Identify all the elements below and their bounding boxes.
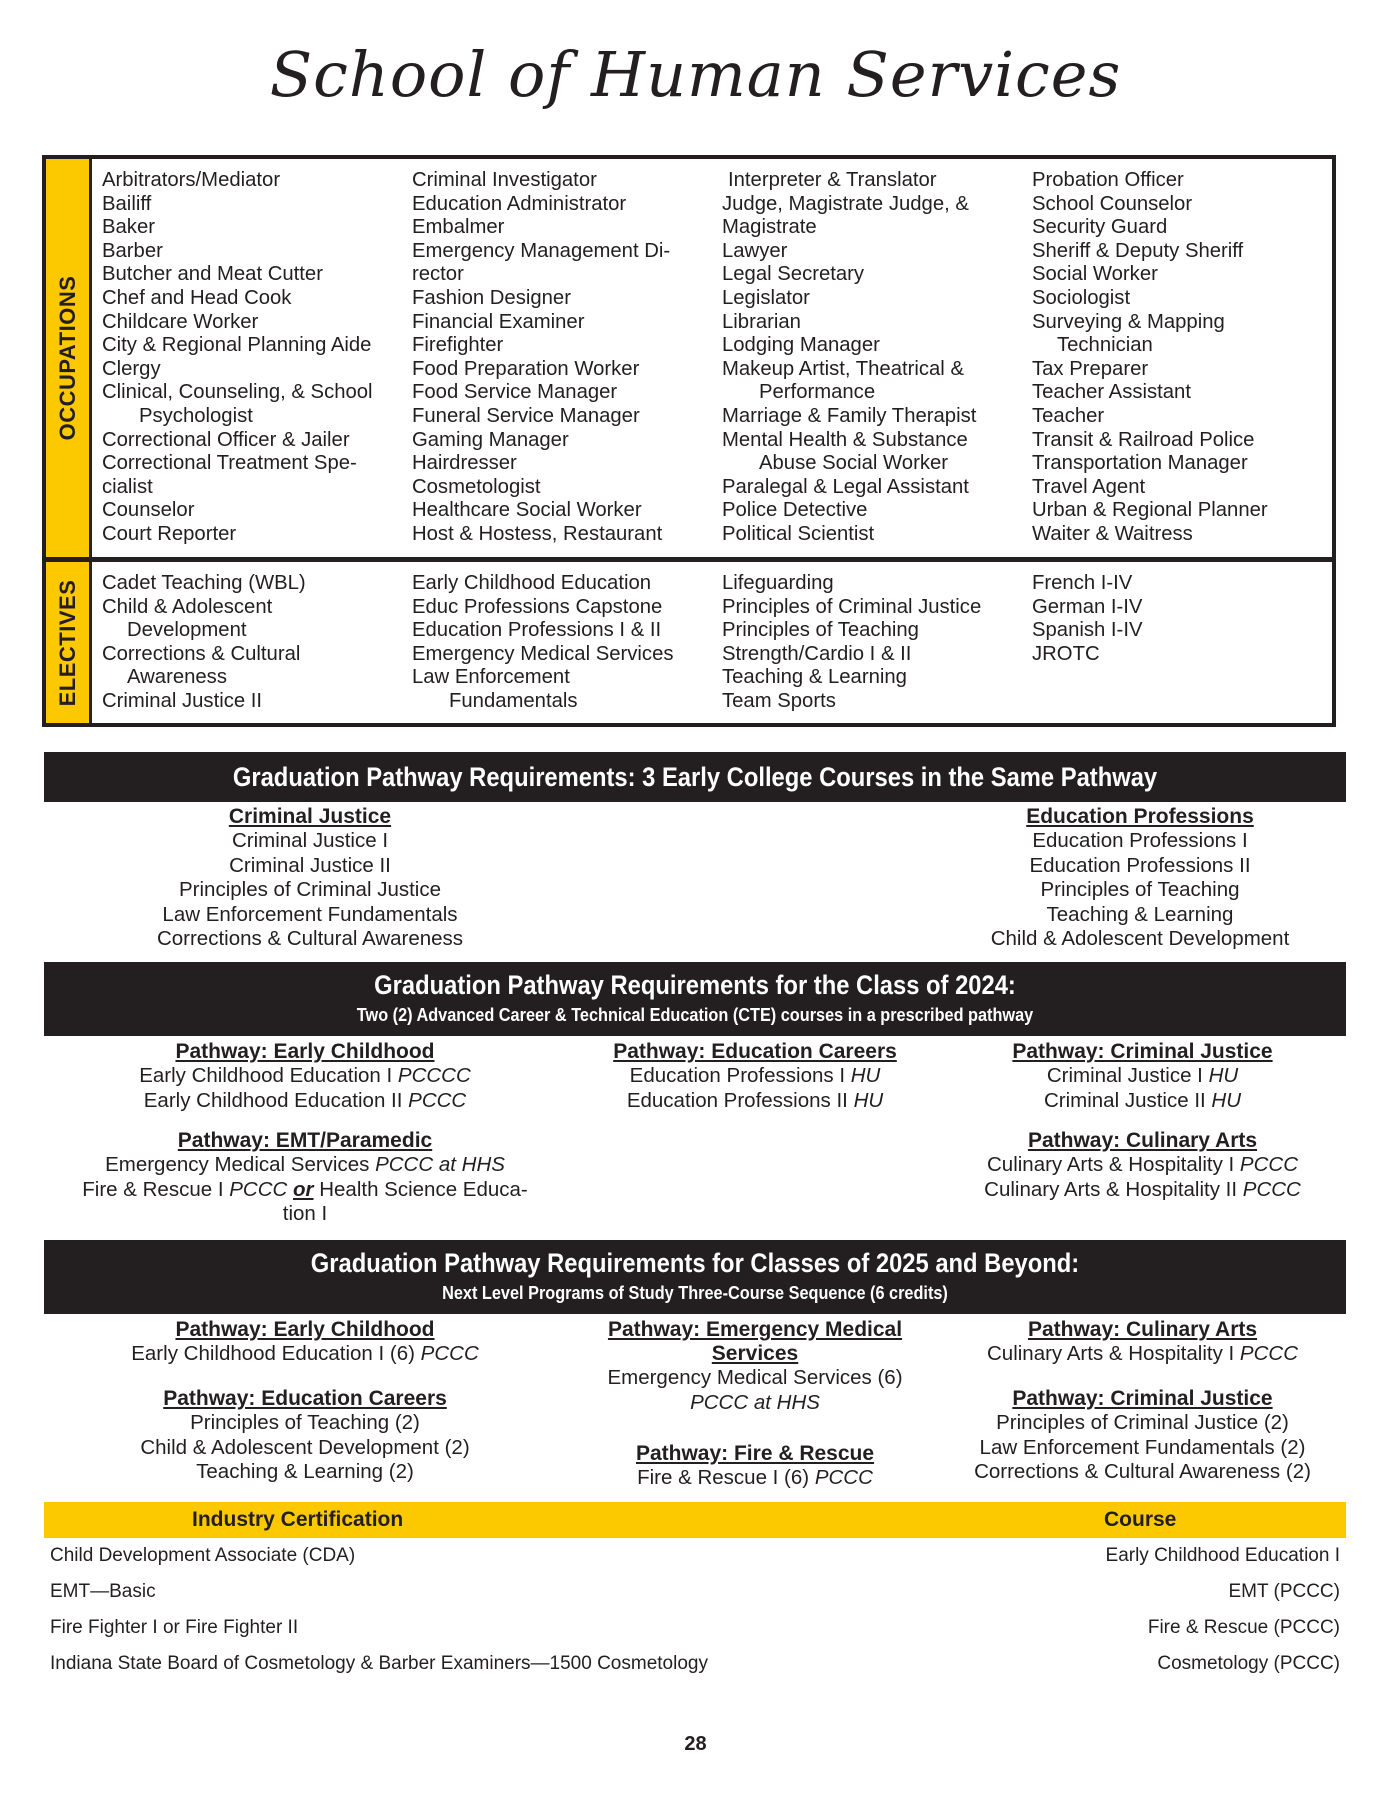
pathway-heading: Pathway: Criminal Justice [1012, 1040, 1273, 1063]
course-item [960, 1064, 1325, 1089]
occupation-column [722, 169, 1032, 547]
course-name: Health Science Educa- [313, 1177, 528, 1201]
elective-item: Child & Adolescent [102, 595, 273, 618]
occupation-item: Travel Agent [1032, 475, 1146, 498]
table-row [50, 1581, 1340, 1617]
elective-item: Fundamentals [449, 689, 578, 712]
pathway-early-childhood-2024 [60, 1040, 550, 1113]
occupation-item: Marriage & Family Therapist [722, 404, 977, 427]
occupation-item: Psychologist [139, 404, 253, 427]
or-emphasis: or [293, 1177, 314, 1201]
elective-column [1032, 572, 1342, 714]
pathway-criminal-justice-2025 [950, 1387, 1335, 1485]
course-item: Principles of Teaching [1040, 878, 1240, 901]
course-name: Culinary Arts & Hospitality II [984, 1177, 1243, 1201]
course-item: Emergency Medical Services (6) [607, 1366, 903, 1389]
course-item [555, 1064, 955, 1089]
elective-item: Lifeguarding [722, 572, 834, 594]
occupation-item: Transit & Railroad Police [1032, 428, 1255, 451]
occupation-item: Emergency Management Di- [412, 239, 671, 262]
course-item: Principles of Criminal Justice [178, 878, 442, 901]
course-item: tion I [282, 1202, 328, 1225]
pathway-education-careers-2024 [555, 1040, 955, 1113]
table-row [50, 1545, 1340, 1581]
course-name: Education Professions II [626, 1088, 854, 1112]
course-item [40, 1178, 570, 1203]
course-name: Criminal Justice II [1043, 1088, 1212, 1112]
occupation-item: Baker [102, 216, 155, 239]
occupation-item: Social Worker [1032, 263, 1158, 286]
course-cell: EMT (PCCC) [1228, 1581, 1340, 1602]
elective-column [102, 572, 412, 714]
occupation-item: Healthcare Social Worker [412, 499, 642, 522]
course-item: Criminal Justice II [229, 853, 391, 877]
occupation-item: Sheriff & Deputy Sheriff [1032, 239, 1244, 262]
course-item: Child & Adolescent Development (2) [140, 1435, 470, 1459]
course-item: Principles of Teaching (2) [190, 1411, 420, 1434]
certification-cell: Fire Fighter I or Fire Fighter II [50, 1617, 299, 1638]
occupation-item: Security Guard [1032, 216, 1168, 239]
occupation-item: Food Preparation Worker [412, 357, 640, 380]
pathway-heading: Pathway: Early Childhood [175, 1318, 435, 1341]
course-cell: Cosmetology (PCCC) [1157, 1653, 1340, 1674]
pathway-heading: Pathway: Emergency Medical [607, 1318, 903, 1341]
occupation-item: Education Administrator [412, 192, 627, 215]
occupation-item: Magistrate [722, 216, 817, 239]
certification-cell: EMT—Basic [50, 1581, 156, 1602]
course-name: Early Childhood Education II [143, 1088, 409, 1112]
electives-tab [46, 562, 92, 723]
occupation-item: cialist [102, 475, 153, 498]
course-tag: PCCC [1239, 1342, 1298, 1365]
course-item [960, 1153, 1325, 1178]
course-tag: PCCC [420, 1342, 479, 1365]
class-2024-subheader-text: Two (2) Advanced Career & Technical Education (CTE) courses in a prescribed pathway [356, 1004, 1034, 1025]
elective-item: French I-IV [1032, 572, 1133, 594]
table-row [50, 1617, 1340, 1653]
course-name: Culinary Arts & Hospitality I [986, 1342, 1240, 1365]
elective-item: Spanish I-IV [1032, 619, 1143, 642]
occupation-item: Police Detective [722, 499, 868, 522]
pathway-criminal-justice-2024 [960, 1040, 1325, 1113]
course-item [555, 1089, 955, 1114]
occupation-column [102, 169, 412, 547]
pathway-ems-2025 [560, 1318, 950, 1415]
occupation-item: Childcare Worker [102, 310, 259, 333]
elective-item: JROTC [1032, 642, 1100, 665]
occupations-label: OCCUPATIONS [54, 275, 80, 441]
pathway-early-childhood-2025 [60, 1318, 550, 1367]
pathway-culinary-2024 [960, 1129, 1325, 1202]
occupation-item: Surveying & Mapping [1032, 310, 1225, 333]
occupation-item: rector [412, 263, 464, 286]
course-item [960, 1089, 1325, 1114]
certification-cell: Indiana State Board of Cosmetology & Barber Examiners—1500 Cosmetology [50, 1653, 708, 1674]
course-tag: PCCC [408, 1088, 467, 1112]
course-tag: HU [850, 1064, 881, 1087]
occupation-item: Lawyer [722, 239, 788, 262]
elective-item: Corrections & Cultural [102, 642, 301, 665]
occupation-item: Legal Secretary [722, 263, 865, 286]
pathway-heading: Pathway: Culinary Arts [1027, 1318, 1258, 1341]
class-2025-header [44, 1240, 1346, 1314]
course-tag: HU [1208, 1064, 1239, 1087]
course-tag: PCCC at HHS [690, 1390, 820, 1414]
course-item [60, 1064, 550, 1089]
occupation-item: Transportation Manager [1032, 452, 1248, 475]
occupation-item: Chef and Head Cook [102, 286, 292, 309]
course-item: Teaching & Learning [1046, 902, 1234, 926]
occupation-item: Librarian [722, 310, 801, 333]
occupation-item: Technician [1057, 334, 1153, 357]
occupation-item: Waiter & Waitress [1032, 522, 1193, 545]
course-name: Fire & Rescue I (6) [637, 1466, 815, 1489]
occupations-list [102, 169, 1342, 547]
occupation-item: Urban & Regional Planner [1032, 499, 1268, 522]
pathway-heading: Pathway: EMT/Paramedic [177, 1129, 433, 1152]
elective-item: Early Childhood Education [412, 572, 652, 594]
elective-item: Educ Professions Capstone [412, 595, 663, 618]
certification-table-header [44, 1502, 1346, 1538]
course-tag: HU [1211, 1088, 1242, 1112]
page-number: 28 [684, 1733, 707, 1755]
elective-item: Principles of Criminal Justice [722, 595, 982, 618]
course-item [560, 1391, 950, 1416]
section-divider [46, 557, 1332, 562]
occupation-item: Probation Officer [1032, 169, 1184, 191]
early-college-header [44, 752, 1346, 802]
course-name: Culinary Arts & Hospitality I [986, 1153, 1240, 1176]
course-item: Teaching & Learning (2) [196, 1460, 414, 1483]
occupation-item: Fashion Designer [412, 286, 571, 309]
elective-item: German I-IV [1032, 595, 1143, 618]
occupation-item: Clergy [102, 357, 161, 380]
occupation-item: Mental Health & Substance [722, 428, 968, 451]
occupation-item: Gaming Manager [412, 428, 569, 451]
elective-item: Education Professions I & II [412, 619, 662, 642]
elective-item: Strength/Cardio I & II [722, 642, 912, 665]
elective-item: Team Sports [722, 689, 836, 712]
elective-item: Awareness [127, 666, 227, 689]
course-item: Child & Adolescent Development [990, 927, 1290, 950]
course-column-header: Course [1104, 1508, 1177, 1531]
occupation-item: Lodging Manager [722, 334, 880, 357]
elective-column [722, 572, 1032, 714]
pathway-culinary-2025 [950, 1318, 1335, 1367]
occupation-item: Arbitrators/Mediator [102, 169, 281, 191]
occupation-item: Correctional Officer & Jailer [102, 428, 350, 451]
course-item [40, 1153, 570, 1178]
early-college-criminal-justice [110, 805, 510, 952]
pathway-emt-2024 [40, 1129, 570, 1227]
occupation-item: Interpreter & Translator [728, 169, 937, 191]
occupation-item: Embalmer [412, 216, 505, 239]
occupation-item: Bailiff [102, 192, 152, 215]
course-item: Corrections & Cultural Awareness (2) [974, 1460, 1311, 1483]
pathway-heading: Pathway: Culinary Arts [1027, 1129, 1258, 1152]
occupation-item: Hairdresser [412, 452, 517, 475]
occupation-item: Butcher and Meat Cutter [102, 263, 323, 286]
course-item: Criminal Justice I [231, 829, 389, 852]
occupation-item: Tax Preparer [1032, 357, 1149, 380]
course-tag: PCCC [1242, 1177, 1301, 1201]
course-name: Early Childhood Education I (6) [131, 1342, 421, 1365]
class-2025-subheader-text: Next Level Programs of Study Three-Course Sequence (6 credits) [442, 1282, 948, 1303]
occupation-item: Firefighter [412, 334, 504, 357]
course-tag: HU [853, 1088, 884, 1112]
occupation-item: Political Scientist [722, 522, 875, 545]
elective-item: Teaching & Learning [722, 666, 907, 689]
course-item: Law Enforcement Fundamentals [162, 902, 458, 926]
course-tag: PCCC [229, 1177, 294, 1201]
elective-item: Principles of Teaching [722, 619, 919, 642]
occupation-item: Sociologist [1032, 286, 1131, 309]
occupations-electives-box [42, 155, 1336, 727]
course-name: Early Childhood Education I [139, 1064, 398, 1087]
course-item [950, 1342, 1335, 1367]
occupation-item: Teacher [1032, 404, 1105, 427]
occupation-item: School Counselor [1032, 192, 1193, 215]
occupation-item: Correctional Treatment Spe- [102, 452, 357, 475]
pathway-heading: Pathway: Early Childhood [175, 1040, 435, 1063]
education-professions-heading: Education Professions [1026, 805, 1254, 828]
course-tag: PCCC [1239, 1153, 1298, 1176]
electives-list [102, 572, 1342, 714]
pathway-heading-cont: Services [711, 1342, 799, 1365]
early-college-header-text: Graduation Pathway Requirements: 3 Early College Courses in the Same Pathway [232, 762, 1158, 792]
table-row [50, 1653, 1340, 1689]
occupation-item: Clinical, Counseling, & School [102, 381, 373, 404]
course-name: Emergency Medical Services [105, 1153, 376, 1176]
occupation-item: Funeral Service Manager [412, 404, 640, 427]
occupations-tab [46, 159, 92, 557]
electives-label: ELECTIVES [54, 579, 80, 706]
course-item: Education Professions I [1032, 829, 1248, 852]
course-item: Education Professions II [1029, 853, 1251, 877]
occupation-item: City & Regional Planning Aide [102, 334, 372, 357]
pathway-heading: Pathway: Criminal Justice [1012, 1387, 1273, 1410]
course-item [960, 1178, 1325, 1203]
occupation-item: Criminal Investigator [412, 169, 597, 191]
course-item [60, 1089, 550, 1114]
course-item [60, 1342, 550, 1367]
occupation-column [1032, 169, 1342, 547]
elective-item: Criminal Justice II [102, 689, 263, 712]
certification-column-header: Industry Certification [192, 1508, 404, 1531]
course-name: Criminal Justice I [1046, 1064, 1209, 1087]
elective-column [412, 572, 722, 714]
course-item: Law Enforcement Fundamentals (2) [979, 1435, 1306, 1459]
occupation-item: Paralegal & Legal Assistant [722, 475, 969, 498]
pathway-heading: Pathway: Education Careers [163, 1387, 447, 1410]
pathway-education-careers-2025 [60, 1387, 550, 1485]
elective-item: Emergency Medical Services [412, 642, 674, 665]
occupation-item: Court Reporter [102, 522, 237, 545]
occupation-item: Barber [102, 239, 163, 262]
pathway-heading: Pathway: Fire & Rescue [635, 1442, 875, 1465]
course-cell: Early Childhood Education I [1105, 1545, 1340, 1566]
pathway-fire-rescue-2025 [560, 1442, 950, 1491]
occupation-item: Food Service Manager [412, 381, 618, 404]
course-name: Education Professions I [629, 1064, 851, 1087]
course-item [560, 1466, 950, 1491]
criminal-justice-heading: Criminal Justice [228, 805, 392, 828]
early-college-education-professions [940, 805, 1340, 952]
course-item: Principles of Criminal Justice (2) [996, 1411, 1289, 1434]
occupation-item: Counselor [102, 499, 195, 522]
elective-item: Law Enforcement [412, 666, 570, 689]
course-tag: PCCC [814, 1466, 873, 1489]
course-name: Fire & Rescue I [82, 1177, 230, 1201]
class-2025-header-text: Graduation Pathway Requirements for Classes of 2025 and Beyond: [310, 1248, 1080, 1278]
course-tag: PCCC at HHS [375, 1153, 505, 1176]
elective-item: Development [127, 619, 247, 642]
elective-item: Cadet Teaching (WBL) [102, 572, 306, 594]
occupation-item: Legislator [722, 286, 810, 309]
pathway-heading: Pathway: Education Careers [613, 1040, 897, 1063]
occupation-item: Performance [759, 381, 876, 404]
occupation-item: Host & Hostess, Restaurant [412, 522, 663, 545]
occupation-column [412, 169, 722, 547]
course-tag: PCCCC [397, 1064, 471, 1087]
class-2024-header-text: Graduation Pathway Requirements for the Class of 2024: [374, 970, 1016, 1000]
certification-cell: Child Development Associate (CDA) [50, 1545, 356, 1566]
occupation-item: Makeup Artist, Theatrical & [722, 357, 964, 380]
course-item: Corrections & Cultural Awareness [156, 927, 464, 950]
course-cell: Fire & Rescue (PCCC) [1147, 1617, 1340, 1638]
occupation-item: Judge, Magistrate Judge, & [722, 192, 969, 215]
occupation-item: Abuse Social Worker [759, 452, 948, 475]
occupation-item: Teacher Assistant [1032, 381, 1191, 404]
page-title: School of Human Services [269, 38, 1122, 111]
class-2024-header [44, 962, 1346, 1036]
occupation-item: Cosmetologist [412, 475, 541, 498]
occupation-item: Financial Examiner [412, 310, 585, 333]
